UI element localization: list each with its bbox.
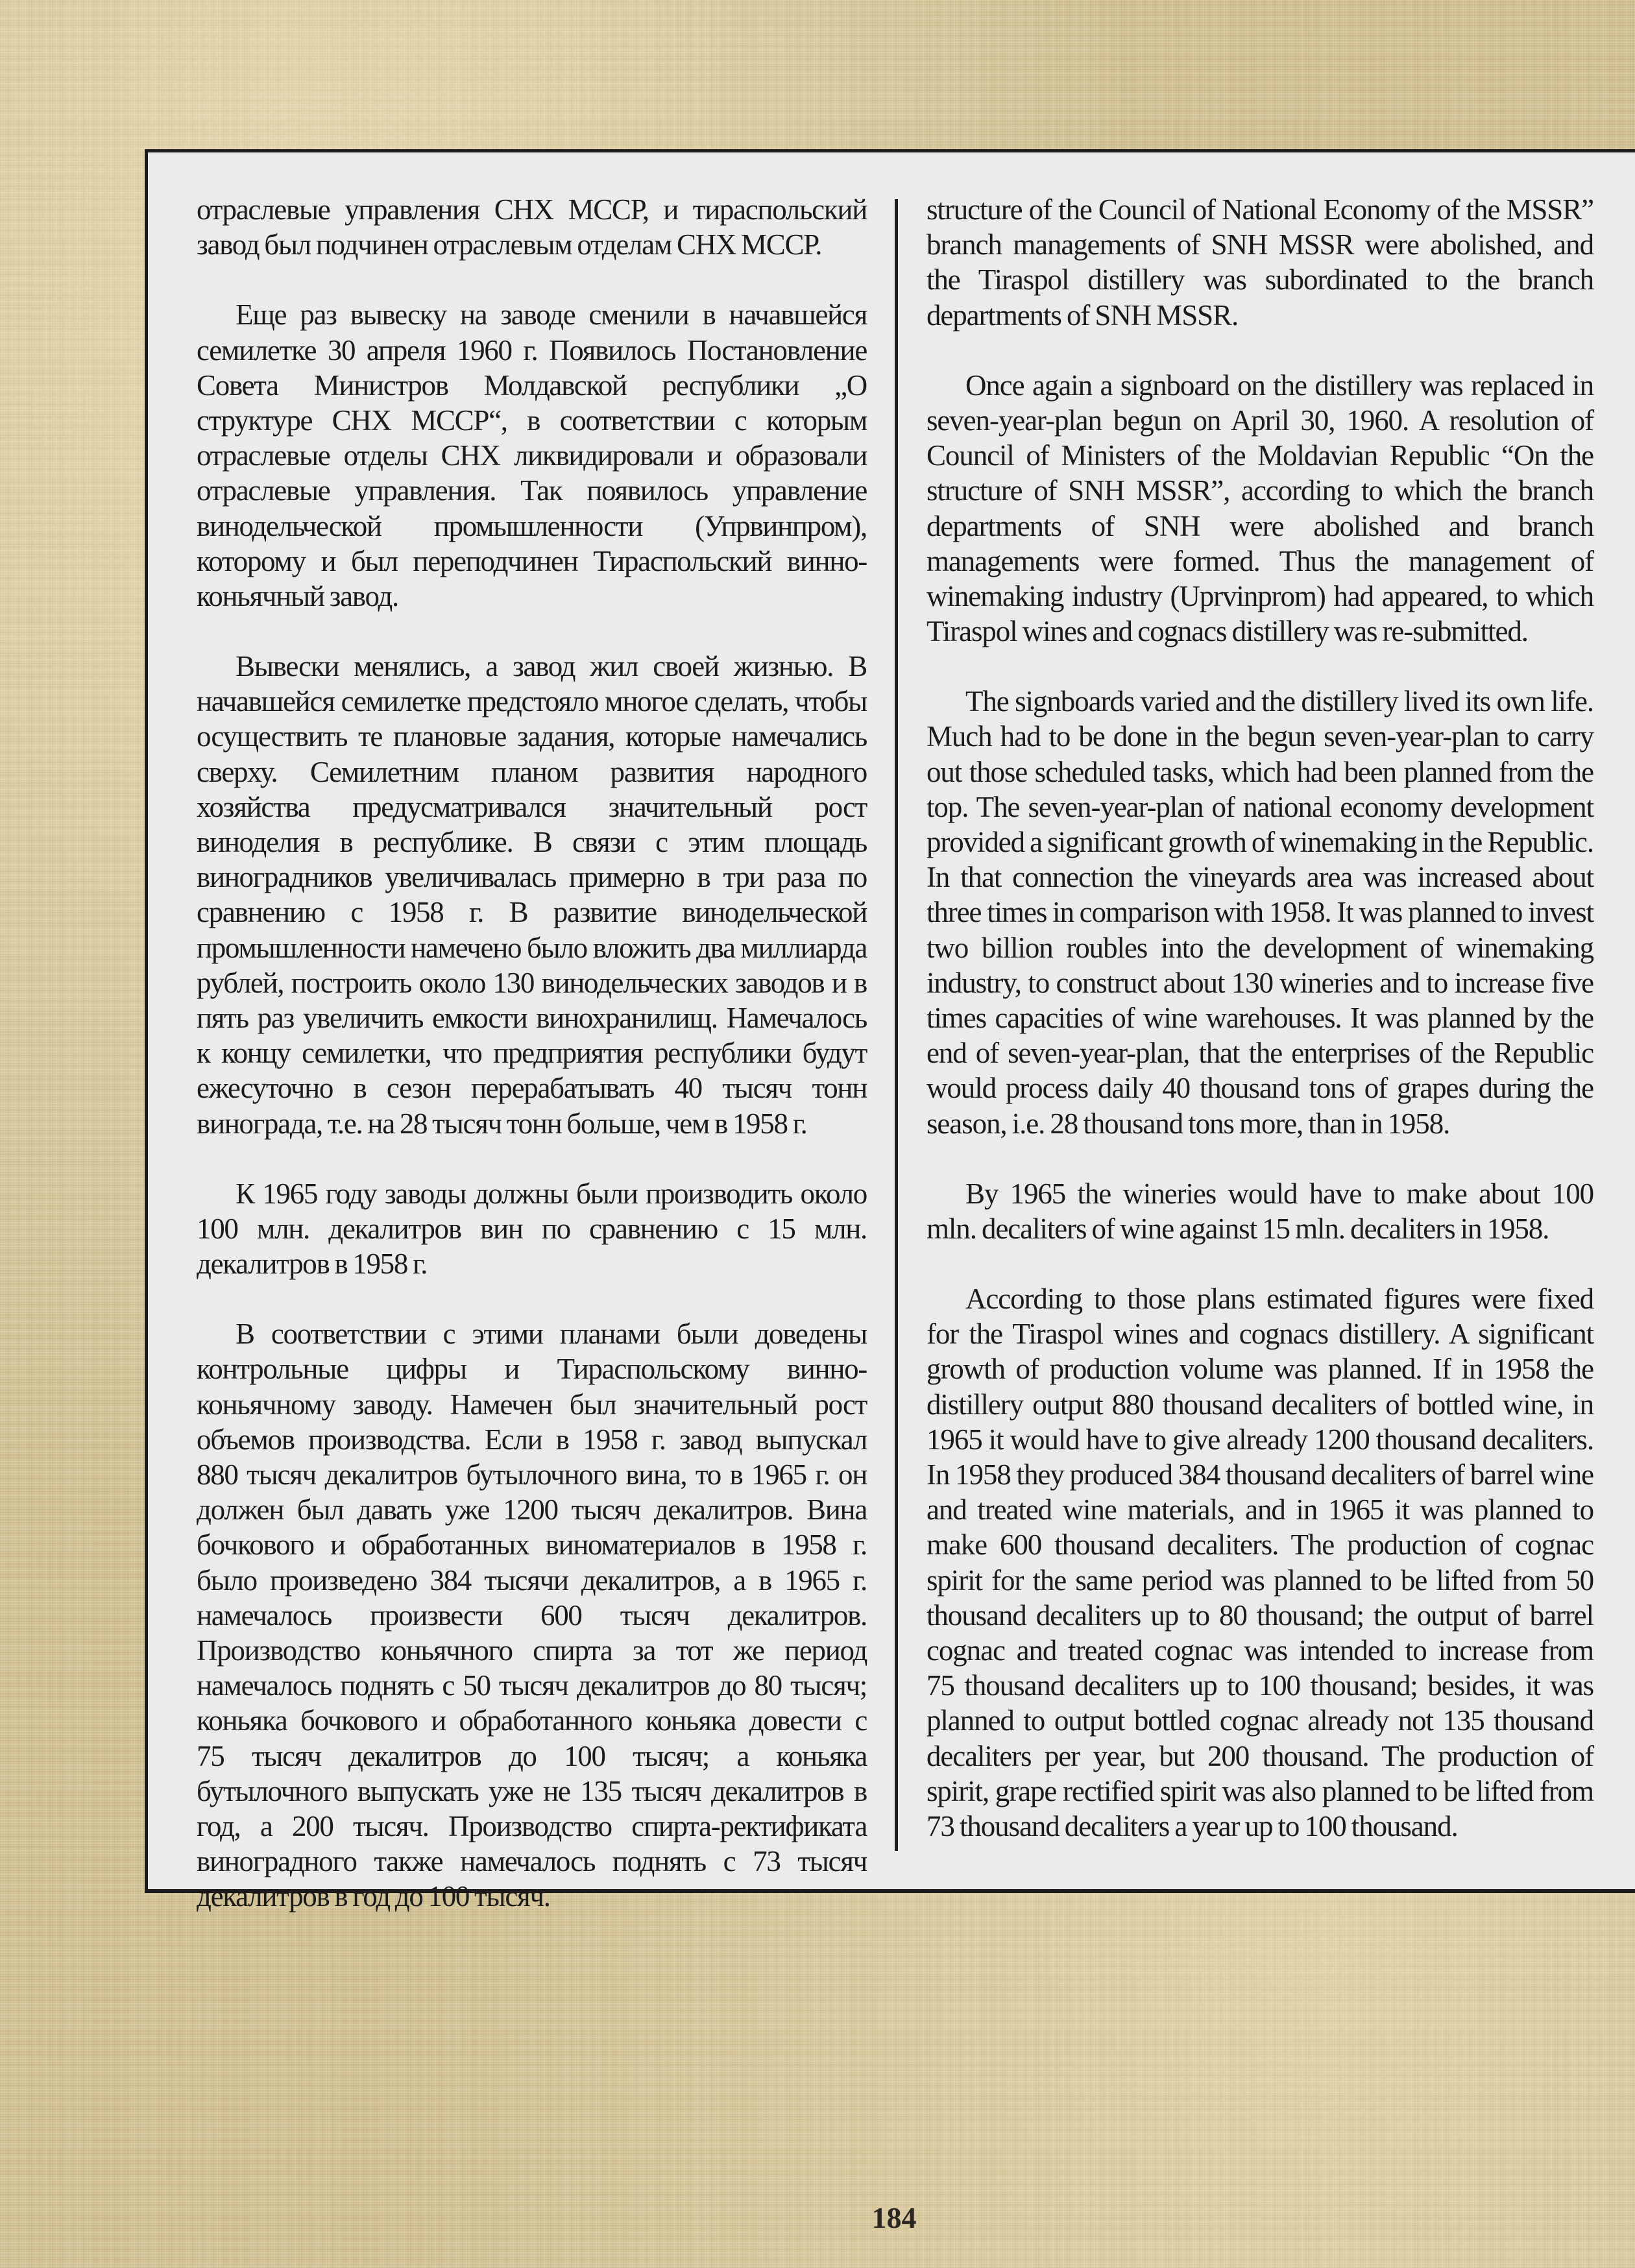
text-line: хозяйства предусматривался значительный рост	[197, 790, 867, 823]
page-number: 184	[871, 2201, 917, 2234]
text-line: бутылочного выпускать уже не 135 тысяч декалитров в	[197, 1774, 867, 1807]
text-line: top. The seven-year-plan of national economy development	[926, 790, 1593, 823]
text-line: коньячному заводу. Намечен был значительный рост	[197, 1388, 867, 1421]
text-line: Еще раз вывеску на заводе сменили в начавшейся	[236, 298, 867, 332]
text-line: коньяка бочкового и обработанного коньяка довести с	[197, 1704, 867, 1737]
text-line: provided a significant growth of winemaking in the Republic.	[926, 826, 1593, 858]
text-line: would process daily 40 thousand tons of grapes during the	[926, 1072, 1593, 1105]
text-line: end of seven-year-plan, that the enterprises of the Republic	[926, 1037, 1593, 1070]
paragraph	[926, 684, 1593, 1140]
paragraph	[197, 192, 867, 262]
text-line: In 1958 they produced 384 thousand decaliters of barrel wine	[926, 1458, 1593, 1491]
text-line: departments of SNH were abolished and branch	[926, 509, 1593, 542]
text-line: structure of SNH MSSR”, according to which the branch	[926, 474, 1593, 507]
text-line: винодельческой промышленности (Упрвинпром),	[197, 509, 867, 542]
text-line: декалитров в год до 100 тысяч.	[197, 1880, 550, 1913]
text-line: The signboards varied and the distillery lived its own life.	[965, 685, 1593, 718]
text-line: виноградного также намечалось поднять с 73 тысяч	[197, 1845, 867, 1878]
text-line: сравнению с 1958 г. В развитие винодельческой	[197, 896, 867, 929]
text-line: 880 тысяч декалитров бутылочного вина, то в 1965 г. он	[197, 1458, 867, 1491]
text-line: mln. decaliters of wine against 15 mln. decaliters in 1958.	[926, 1212, 1549, 1245]
text-line: которому и был переподчинен Тираспольский винно-	[197, 544, 867, 577]
text-line: planned to output bottled cognac already not 135 thousand	[926, 1704, 1593, 1737]
text-line: times capacities of wine warehouses. It was planned by the	[926, 1001, 1593, 1034]
text-line: должен был давать уже 1200 тысяч декалитров. Вина	[197, 1493, 867, 1526]
text-line: декалитров в 1958 г.	[197, 1248, 428, 1281]
text-line: промышленности намечено было вложить два миллиарда	[197, 931, 867, 964]
text-line: spirit, grape rectified spirit was also planned to be lifted from	[926, 1774, 1593, 1807]
text-line: отраслевые управления. Так появилось управление	[197, 474, 867, 507]
text-line: 1965 it would have to give already 1200 thousand decaliters.	[926, 1423, 1593, 1456]
text-line: 73 thousand decaliters a year up to 100 thousand.	[926, 1809, 1458, 1842]
english-column	[926, 192, 1593, 1879]
text-line: By 1965 the wineries would have to make about 100	[965, 1177, 1593, 1210]
text-line: industry, to construct about 130 wineries and to increase five	[926, 966, 1593, 999]
text-line: season, i.e. 28 thousand tons more, than in 1958.	[926, 1107, 1450, 1140]
text-line: 75 thousand decaliters up to 100 thousand; besides, it was	[926, 1669, 1593, 1702]
text-line: осуществить те плановые задания, которые намечались	[197, 720, 867, 753]
text-line: spirit for the same period was planned to be lifted from 50	[926, 1563, 1593, 1597]
text-line: Much had to be done in the begun seven-year-plan to carry	[926, 720, 1593, 753]
text-line: for the Tiraspol wines and cognacs distillery. A significant	[926, 1318, 1593, 1351]
text-line: контрольные цифры и Тираспольскому винно-	[197, 1353, 867, 1386]
text-line: decaliters per year, but 200 thousand. The production of	[926, 1739, 1593, 1772]
text-line: ежесуточно в сезон перерабатывать 40 тысяч тонн	[197, 1072, 867, 1105]
russian-column	[197, 192, 867, 1949]
paragraph	[926, 1281, 1593, 1844]
text-line: К 1965 году заводы должны были производить около	[236, 1177, 867, 1210]
text-line: объемов производства. Если в 1958 г. завод выпускал	[197, 1423, 867, 1456]
text-line: the Tiraspol distillery was subordinated to the branch	[926, 263, 1593, 296]
text-line: departments of SNH MSSR.	[926, 298, 1239, 332]
text-line: Вывески менялись, а завод жил своей жизнью. В	[236, 650, 867, 683]
text-line: сверху. Семилетним планом развития народного	[197, 755, 867, 788]
paragraph	[197, 1176, 867, 1282]
text-line: отраслевые отделы СНХ ликвидировали и образовали	[197, 439, 867, 472]
text-line: make 600 thousand decaliters. The production of cognac	[926, 1528, 1593, 1562]
paragraph	[197, 649, 867, 1141]
text-line: намечалось поднять с 50 тысяч декалитров до 80 тысяч;	[197, 1669, 867, 1702]
text-line: намечалось произвести 600 тысяч декалитров.	[197, 1598, 867, 1632]
text-line: В соответствии с этими планами были доведены	[236, 1318, 867, 1351]
text-line: Council of Ministers of the Moldavian Republic “On the	[926, 439, 1593, 472]
text-line: cognac and treated cognac was intended to increase from	[926, 1634, 1593, 1667]
text-line: структуре СНХ МССР“, в соответствии с которым	[197, 404, 867, 437]
paragraph	[197, 1316, 867, 1914]
text-line: семилетке 30 апреля 1960 г. Появилось Постановление	[197, 333, 867, 367]
text-line: According to those plans estimated figures were fixed	[965, 1283, 1593, 1316]
text-line: отраслевые управления СНХ МССР, и тираспольский	[197, 193, 867, 226]
text-line: Tiraspol wines and cognacs distillery was re-submitted.	[926, 615, 1528, 648]
text-line: коньячный завод.	[197, 579, 398, 612]
paragraph	[926, 192, 1593, 333]
text-line: and treated wine materials, and in 1965 it was planned to	[926, 1493, 1593, 1526]
paragraph	[926, 368, 1593, 649]
text-line: distillery output 880 thousand decaliters of bottled wine, in	[926, 1388, 1593, 1421]
text-line: branch managements of SNH MSSR were abolished, and	[926, 228, 1593, 261]
text-line: 75 тысяч декалитров до 100 тысяч; а коньяка	[197, 1739, 867, 1772]
column-divider	[895, 199, 898, 1851]
text-line: бочкового и обработанных виноматериалов в 1958 г.	[197, 1528, 867, 1562]
text-line: three times in comparison with 1958. It was planned to invest	[926, 896, 1593, 929]
text-line: пять раз увеличить емкости винохранилищ. Намечалось	[197, 1001, 867, 1034]
text-line: managements were formed. Thus the management of	[926, 544, 1593, 577]
text-line: seven-year-plan begun on April 30, 1960. A resolution of	[926, 404, 1593, 437]
text-line: виноградников увеличивалась примерно в три раза по	[197, 861, 867, 894]
text-line: thousand decaliters up to 80 thousand; the output of barrel	[926, 1598, 1593, 1632]
text-line: growth of production volume was planned. If in 1958 the	[926, 1353, 1593, 1386]
text-line: Производство коньячного спирта за тот же период	[197, 1634, 867, 1667]
paragraph	[926, 1176, 1593, 1246]
text-line: год, а 200 тысяч. Производство спирта-ректификата	[197, 1809, 867, 1842]
text-line: завод был подчинен отраслевым отделам СНХ МССР.	[197, 228, 822, 261]
text-line: начавшейся семилетке предстояло многое сделать, чтобы	[197, 685, 867, 718]
paragraph	[197, 297, 867, 614]
text-line: винограда, т.е. на 28 тысяч тонн больше, чем в 1958 г.	[197, 1107, 807, 1140]
text-line: out those scheduled tasks, which had been planned from the	[926, 755, 1593, 788]
text-line: In that connection the vineyards area was increased about	[926, 861, 1593, 894]
text-line: winemaking industry (Uprvinprom) had appeared, to which	[926, 579, 1593, 612]
text-line: 100 млн. декалитров вин по сравнению с 15 млн.	[197, 1212, 867, 1245]
text-line: виноделия в республике. В связи с этим площадь	[197, 826, 867, 858]
text-line: Совета Министров Молдавской республики „О	[197, 368, 867, 402]
text-line: structure of the Council of National Economy of the MSSR”	[926, 193, 1593, 226]
text-line: было произведено 384 тысячи декалитров, а в 1965 г.	[197, 1563, 867, 1597]
text-line: рублей, построить около 130 винодельческих заводов и в	[197, 966, 867, 999]
text-line: two billion roubles into the development of winemaking	[926, 931, 1593, 964]
text-line: к концу семилетки, что предприятия республики будут	[197, 1037, 867, 1070]
text-line: Once again a signboard on the distillery was replaced in	[965, 368, 1593, 402]
